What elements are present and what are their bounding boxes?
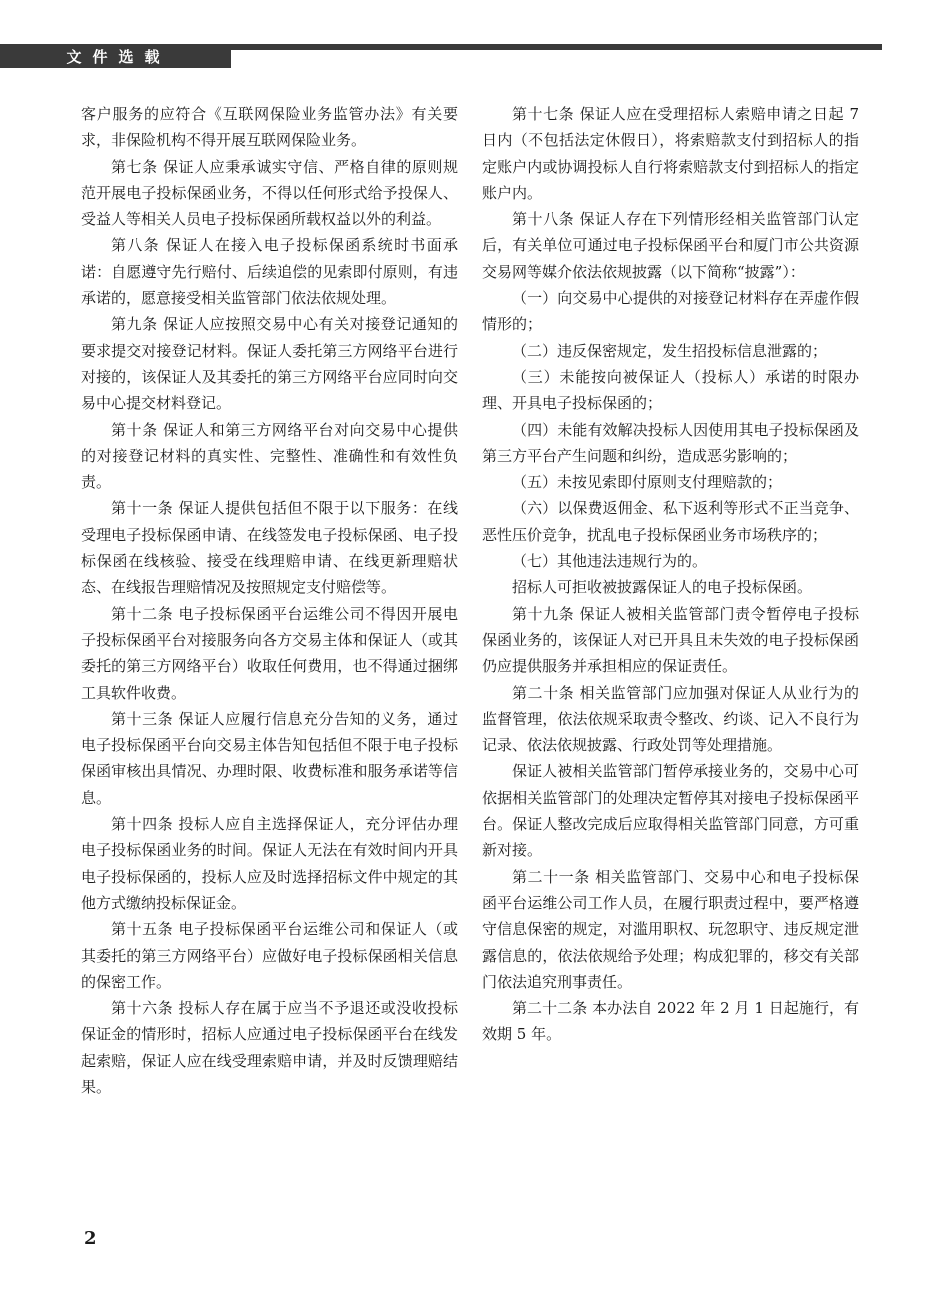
paragraph: 第十六条 投标人存在属于应当不予退还或没收投标保证金的情形时，招标人应通过电子投标保函平台在线发起索赔，保证人应在线受理索赔申请，并及时反馈理赔结果。 bbox=[81, 999, 458, 1096]
page-number: 2 bbox=[84, 1228, 97, 1249]
paragraph: 第二十二条 本办法自 2022 年 2 月 1 日起施行，有效期 5 年。 bbox=[482, 999, 859, 1044]
paragraph: 第八条 保证人在接入电子投标保函系统时书面承诺：自愿遵守先行赔付、后续追偿的见索即付原则，有违承诺的，愿意接受相关监管部门依法依规处理。 bbox=[81, 236, 458, 308]
paragraph: 第十四条 投标人应自主选择保证人，充分评估办理电子投标保函业务的时间。保证人无法在有效时间内开具电子投标保函的，投标人应及时选择招标文件中规定的其他方式缴纳投标保证金。 bbox=[81, 815, 458, 912]
paragraph: 第二十条 相关监管部门应加强对保证人从业行为的监督管理，依法依规采取责令整改、约谈、记入不良行为记录、依法依规披露、行政处罚等处理措施。 bbox=[482, 683, 859, 755]
paragraph: 第九条 保证人应按照交易中心有关对接登记通知的要求提交对接登记材料。保证人委托第三方网络平台进行对接的，该保证人及其委托的第三方网络平台应同时向交易中心提交材料登记。 bbox=[81, 315, 458, 413]
section-title-tab bbox=[0, 44, 231, 68]
list-item: （五）未按见索即付原则支付理赔款的； bbox=[512, 473, 783, 492]
list-item: （六）以保费返佣金、私下返利等形式不正当竞争、恶性压价竞争，扰乱电子投标保函业务市场秩序的； bbox=[482, 499, 859, 544]
section-title: 文件选载 bbox=[66, 47, 171, 66]
paragraph: 第十三条 保证人应履行信息充分告知的义务，通过电子投标保函平台向交易主体告知包括但不限于电子投标保函审核出具情况、办理时限、收费标准和服务承诺等信息。 bbox=[81, 709, 458, 807]
list-item: （七）其他违法违规行为的。 bbox=[512, 552, 708, 571]
list-item: （四）未能有效解决投标人因使用其电子投标保函及第三方平台产生问题和纠纷，造成恶劣影响的； bbox=[482, 420, 859, 465]
list-item: （二）违反保密规定，发生招投标信息泄露的； bbox=[512, 341, 828, 360]
paragraph: 客户服务的应符合《互联网保险业务监管办法》有关要求，非保险机构不得开展互联网保险业务。 bbox=[81, 105, 458, 150]
list-item: （三）未能按向被保证人（投标人）承诺的时限办理、开具电子投标保函的； bbox=[482, 367, 859, 413]
paragraph: 第十条 保证人和第三方网络平台对向交易中心提供的对接登记材料的真实性、完整性、准确性和有效性负责。 bbox=[81, 420, 458, 492]
paragraph: 第十五条 电子投标保函平台运维公司和保证人（或其委托的第三方网络平台）应做好电子投标保函相关信息的保密工作。 bbox=[81, 920, 458, 991]
paragraph: 保证人被相关监管部门暂停承接业务的，交易中心可依据相关监管部门的处理决定暂停其对接电子投标保函平台。保证人整改完成后应取得相关监管部门同意，方可重新对接。 bbox=[482, 762, 859, 860]
paragraph: 第十九条 保证人被相关监管部门责令暂停电子投标保函业务的，该保证人对已开具且未失效的电子投标保函仍应提供服务并承担相应的保证责任。 bbox=[482, 604, 859, 676]
paragraph: 第七条 保证人应秉承诚实守信、严格自律的原则规范开展电子投标保函业务，不得以任何形式给予投保人、受益人等相关人员电子投标保函所载权益以外的利益。 bbox=[81, 157, 458, 229]
left-column bbox=[81, 101, 458, 1100]
paragraph: 招标人可拒收被披露保证人的电子投标保函。 bbox=[512, 578, 813, 597]
paragraph: 第二十一条 相关监管部门、交易中心和电子投标保函平台运维公司工作人员，在履行职责过程中，要严格遵守信息保密的规定，对滥用职权、玩忽职守、违反规定泄露信息的，依法依规给予处理；构成犯罪的，移交有关部门依法追究刑事责任。 bbox=[482, 867, 859, 991]
paragraph: 第十七条 保证人应在受理招标人索赔申请之日起 7 日内（不包括法定休假日），将索赔款支付到招标人的指定账户内或协调投标人自行将索赔款支付到招标人的指定账户内。 bbox=[482, 105, 859, 202]
paragraph: 第十一条 保证人提供包括但不限于以下服务：在线受理电子投标保函申请、在线签发电子投标保函、电子投标保函在线核验、接受在线理赔申请、在线更新理赔状态、在线报告理赔情况及按照规定支付赔偿等。 bbox=[81, 499, 458, 597]
paragraph: 第十八条 保证人存在下列情形经相关监管部门认定后，有关单位可通过电子投标保函平台和厦门市公共资源交易网等媒介依法依规披露（以下简称“披露”）： bbox=[482, 210, 859, 281]
right-column bbox=[482, 101, 859, 1048]
list-item: （一）向交易中心提供的对接登记材料存在弄虚作假情形的； bbox=[482, 289, 859, 334]
paragraph: 第十二条 电子投标保函平台运维公司不得因开展电子投标保函平台对接服务向各方交易主体和保证人（或其委托的第三方网络平台）收取任何费用，也不得通过捆绑工具软件收费。 bbox=[81, 604, 458, 702]
